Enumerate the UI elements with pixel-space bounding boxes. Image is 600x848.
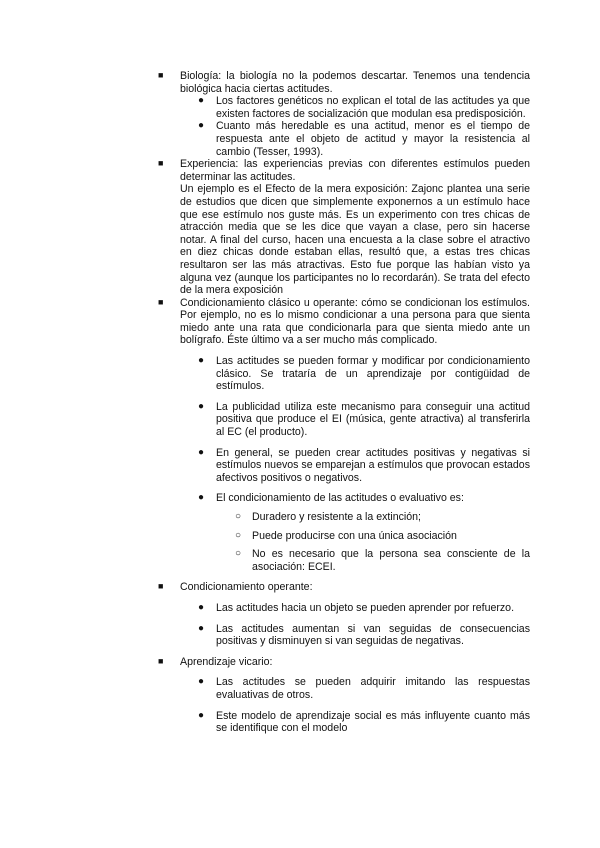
disc-bullet-icon: ● — [198, 446, 205, 458]
disc-bullet-icon: ● — [198, 601, 205, 613]
biologia-item-1 — [158, 95, 530, 120]
clasico-subitem-text: No es necesario que la persona sea consciente de la asociación: ECEI. — [252, 548, 530, 573]
disc-bullet-icon: ● — [198, 95, 205, 107]
disc-bullet-icon: ● — [198, 120, 205, 132]
clasico-subitem-1 — [158, 511, 530, 524]
clasico-subitem-2 — [158, 530, 530, 543]
vicario-item-text: Las actitudes se pueden adquirir imitando las respuestas evaluativas de otros. — [216, 676, 530, 701]
clasico-item-text: Las actitudes se pueden formar y modificar por condicionamiento clásico. Se trataría de un aprendizaje por contigüidad de estímulos. — [216, 355, 530, 393]
clasico-item-3 — [158, 447, 530, 485]
operante-item-2 — [158, 623, 530, 648]
clasico-item-text: La publicidad utiliza este mecanismo para conseguir una actitud positiva que produce el EI (música, gente atractiva) al transferirla al EC (el producto). — [216, 400, 530, 439]
disc-bullet-icon: ● — [198, 400, 205, 412]
disc-bullet-icon: ● — [198, 622, 205, 634]
disc-bullet-icon: ● — [198, 709, 205, 721]
operante-item-1 — [158, 602, 530, 615]
disc-bullet-icon: ● — [198, 492, 205, 504]
operante-text: Condicionamiento operante: — [180, 581, 313, 594]
vicario-item-1 — [158, 676, 530, 701]
circle-bullet-icon: ○ — [235, 548, 242, 560]
vicario-text: Aprendizaje vicario: — [180, 655, 273, 668]
disc-bullet-icon: ● — [198, 676, 205, 688]
circle-bullet-icon: ○ — [235, 511, 242, 522]
clasico-item-4 — [158, 492, 530, 505]
vicario-item-text: Este modelo de aprendizaje social es más influyente cuanto más se identifique con el modelo — [216, 709, 530, 735]
bullet-operante — [158, 581, 530, 594]
square-bullet-icon: ■ — [158, 655, 164, 666]
experiencia-paragraph: Un ejemplo es el Efecto de la mera exposición: Zajonc plantea una serie de estudios que dicen que simplemente exponernos a un estímulo hace que ese estímulo nos guste más. Es un experimento con tres chicas de atracción media que se les dice que vayan a clase, pero sin hacerse notar. A final del curso, hacen una encuesta a la clase sobre el atractivo en diez chicas donde estaban ellas, resultó que, a estas tres chicas resultaron ser las más atractivas. Esto fue porque las habían visto ya alguna vez (aunque los participantes no lo recordarán). Se trata del efecto de la mera exposición — [180, 183, 530, 297]
biologia-item-text: Los factores genéticos no explican el total de las actitudes ya que existen factores de socialización que modulan esa predisposición. — [216, 95, 530, 120]
biologia-item-2 — [158, 120, 530, 158]
disc-bullet-icon: ● — [198, 355, 205, 367]
circle-bullet-icon: ○ — [235, 529, 242, 541]
square-bullet-icon: ■ — [158, 70, 164, 80]
bullet-experiencia — [158, 158, 530, 183]
square-bullet-icon: ■ — [158, 296, 164, 307]
experiencia-text: Experiencia: las experiencias previas con diferentes estímulos pueden determinar las actitudes. — [180, 158, 530, 183]
bullet-biologia — [158, 70, 530, 95]
biologia-item-text: Cuanto más heredable es una actitud, menor es el tiempo de respuesta ante el objeto de actitud y mayor la resistencia al cambio (Tesser, 1993). — [216, 120, 530, 158]
clasico-item-text: En general, se pueden crear actitudes positivas y negativas si estímulos nuevos se emparejan a estímulos que provocan estados afectivos positivos o negativos. — [216, 446, 530, 484]
clasico-subitem-3 — [158, 548, 530, 573]
document-content — [158, 70, 530, 735]
operante-item-text: Las actitudes aumentan si van seguidas de consecuencias positivas y disminuyen si van seguidas de negativas. — [216, 622, 530, 648]
clasico-subitem-text: Duradero y resistente a la extinción; — [252, 511, 421, 523]
square-bullet-icon: ■ — [158, 581, 164, 592]
bullet-clasico — [158, 297, 530, 347]
clasico-subitem-text: Puede producirse con una única asociación — [252, 529, 457, 542]
vicario-item-2 — [158, 710, 530, 735]
biologia-text: Biología: la biología no la podemos descartar. Tenemos una tendencia biológica hacia ciertas actitudes. — [180, 70, 530, 95]
bullet-vicario — [158, 656, 530, 669]
clasico-text: Condicionamiento clásico u operante: cómo se condicionan los estímulos. Por ejemplo, no es lo mismo condicionar a una persona para que sienta miedo ante una rata que condicionarla para que sienta miedo ante un bolígrafo. Éste último va a ser mucho más complicado. — [180, 296, 530, 347]
clasico-item-text: El condicionamiento de las actitudes o evaluativo es: — [216, 492, 464, 505]
operante-item-text: Las actitudes hacia un objeto se pueden aprender por refuerzo. — [216, 601, 515, 614]
clasico-item-2 — [158, 401, 530, 439]
square-bullet-icon: ■ — [158, 158, 164, 169]
clasico-item-1 — [158, 355, 530, 393]
